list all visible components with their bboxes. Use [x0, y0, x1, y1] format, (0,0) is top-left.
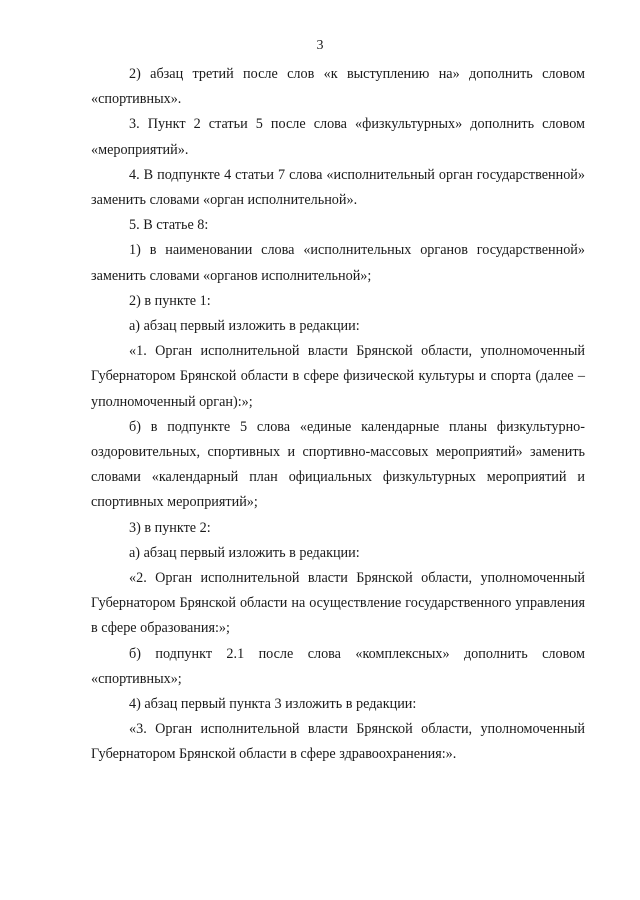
paragraph-point-3: 3. Пункт 2 статьи 5 после слова «физкультурных» дополнить словом «мероприятий».: [91, 116, 585, 158]
paragraph-letter-a-1: а) абзац первый изложить в редакции:: [129, 318, 360, 335]
paragraph-quote-1: «1. Орган исполнительной власти Брянской области, уполномоченный Губернатором Брянской области в сфере физической культуры и спорта (далее – уполномоченный орган):»;: [91, 343, 585, 410]
paragraph-subitem-3-heading: 3) в пункте 2:: [129, 519, 211, 536]
paragraph-letter-b-1: б) в подпункте 5 слова «единые календарные планы физкультурно-оздоровительных, спортивных и спортивно-массовых мероприятий» заменить словами «календарный план официальных физкультурных мероприятий и спортивных мероприятий»;: [91, 418, 585, 511]
paragraph-point-4: 4. В подпункте 4 статьи 7 слова «исполнительный орган государственной» заменить словами «орган исполнительной».: [91, 166, 585, 209]
paragraph-subitem-1: 1) в наименовании слова «исполнительных органов государственной» заменить словами «органов исполнительной»;: [91, 242, 585, 284]
paragraph-letter-a-2: а) абзац первый изложить в редакции:: [129, 544, 360, 561]
paragraph-point-5-heading: 5. В статье 8:: [129, 217, 209, 234]
paragraph-letter-b-2: б) подпункт 2.1 после слова «комплексных» дополнить словом «спортивных»;: [91, 645, 585, 687]
paragraph-subitem-4: 4) абзац первый пункта 3 изложить в редакции:: [129, 696, 417, 713]
paragraph-quote-2: «2. Орган исполнительной власти Брянской области, уполномоченный Губернатором Брянской области на осуществление государственного управления в сфере образования:»;: [91, 570, 585, 637]
paragraph-quote-3: «3. Орган исполнительной власти Брянской области, уполномоченный Губернатором Брянской области в сфере здравоохранения:».: [91, 721, 585, 763]
document-body: [91, 62, 585, 768]
paragraph-item-2-amendment: 2) абзац третий после слов «к выступлению на» дополнить словом «спортивных».: [91, 66, 585, 108]
page-number: 3: [316, 38, 324, 53]
paragraph-subitem-2-heading: 2) в пункте 1:: [129, 292, 211, 309]
